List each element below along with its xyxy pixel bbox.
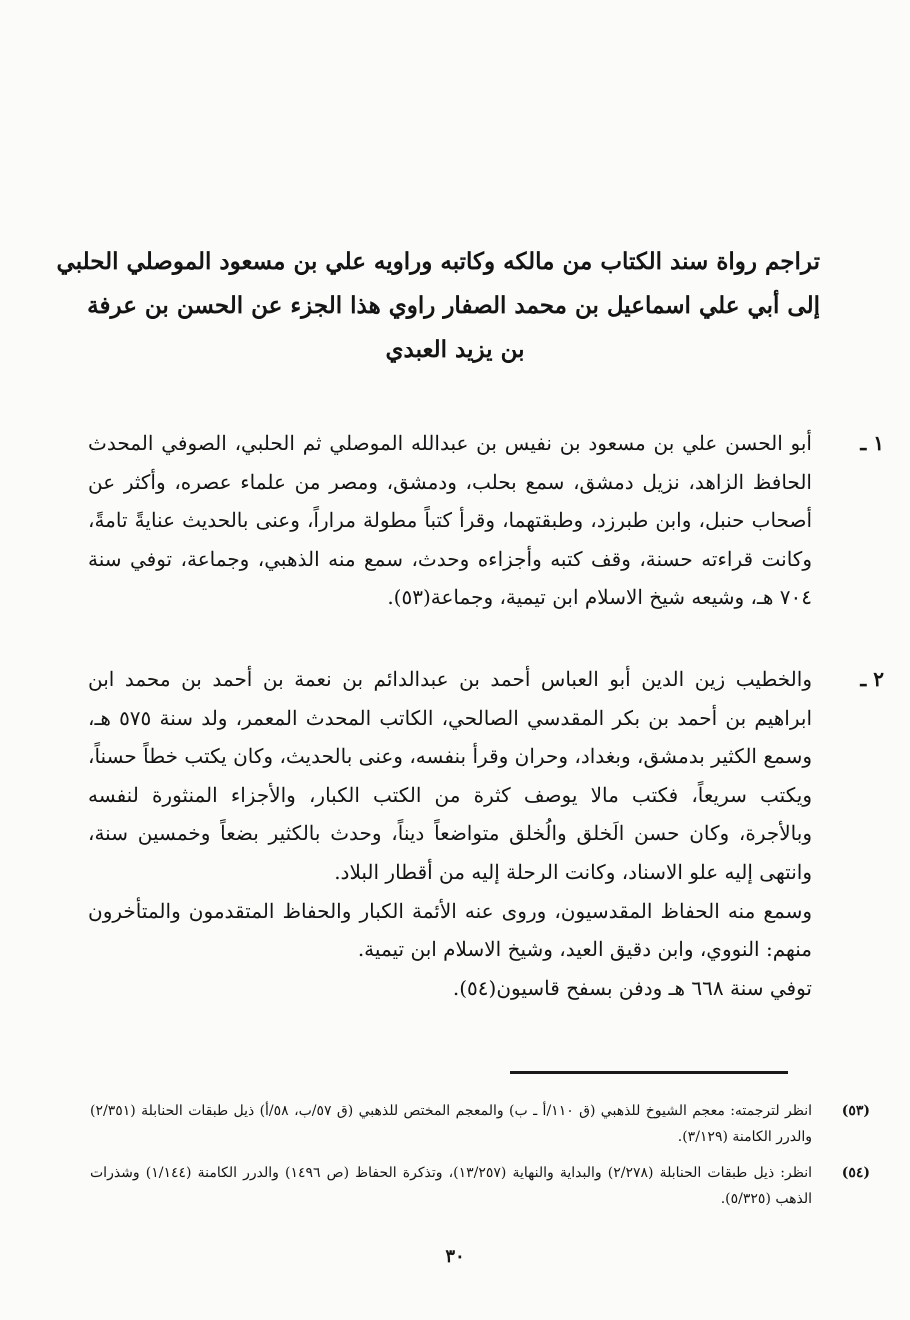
heading-line-2: إلى أبي علي اسماعيل بن محمد الصفار راوي هذا الجزء عن الحسن بن عرفة bbox=[87, 292, 820, 319]
footnotes bbox=[90, 1098, 870, 1222]
page-heading bbox=[56, 240, 820, 372]
heading-line-3: بن يزيد العبدي bbox=[385, 336, 525, 363]
footnote-54 bbox=[90, 1160, 870, 1212]
entry-paragraph: توفي سنة ٦٦٨ هـ ودفن بسفح قاسيون(٥٤). bbox=[452, 975, 812, 1000]
footnote-number: (٥٤) bbox=[841, 1165, 870, 1181]
entry-paragraph: والخطيب زين الدين أبو العباس أحمد بن عبدالدائم بن نعمة بن أحمد بن محمد ابن ابراهيم بن أحمد بن بكر المقدسي الصالحي، الكاتب المحدث المعمر، ولد سنة ٥٧٥ هـ، وسمع الكثير بدمشق، وبغداد، وحران وقرأ بنفسه، وعنى بالحديث، وكان يكتب خطاً حسناً، ويكتب سريعاً، فكتب مالا يوصف كثرة من الكتب الكبار، والأجزاء المنثورة لنفسه وبالأجرة، وكان حسن الَخلق والُخلق متواضعاً ديناً، وحدث بالكثير بضعاً وخمسين سنة، وانتهى إليه علو الاسناد، وكانت الرحلة إليه من أقطار البلاد. bbox=[88, 667, 813, 884]
footnote-53 bbox=[90, 1098, 870, 1150]
biography-entry-1 bbox=[88, 424, 884, 617]
page-number: ٣٠ bbox=[445, 1246, 465, 1267]
entry-number: ٢ ـ bbox=[860, 667, 884, 691]
entry-paragraph: وسمع منه الحفاظ المقدسيون، وروى عنه الأئمة الكبار والحفاظ المتقدمون والمتأخرون منهم: النووي، وابن دقيق العيد، وشيخ الاسلام ابن تيمية. bbox=[88, 898, 812, 962]
footnote-text: انظر: ذيل طبقات الحنابلة (٢/٢٧٨) والبداية والنهاية (١٣/٢٥٧)، وتذكرة الحفاظ (ص ١٤٩٦) والدرر الكامنة (١/١٤٤) وشذرات الذهب (٥/٣٢٥). bbox=[90, 1165, 812, 1207]
footnote-number: (٥٣) bbox=[841, 1103, 870, 1119]
heading-line-1: تراجم رواة سند الكتاب من مالكه وكاتبه وراويه علي بن مسعود الموصلي الحلبي bbox=[56, 248, 820, 275]
footnote-divider bbox=[510, 1071, 788, 1074]
entry-paragraph: أبو الحسن علي بن مسعود بن نفيس بن عبدالله الموصلي ثم الحلبي، الصوفي المحدث الحافظ الزاهد، نزيل دمشق، سمع بحلب، ودمشق، ومصر من علماء عصره، وأكثر عن أصحاب حنبل، وابن طبرزد، وطبقتهما، وقرأ كتباً مطولة مراراً، وعنى بالحديث عنايةً تامةً، وكانت قراءته حسنة، وقف كتبه وأجزاءه وحدث، سمع منه الذهبي، وجماعة، توفي سنة ٧٠٤ هـ، وشيعه شيخ الاسلام ابن تيمية، وجماعة(٥٣). bbox=[88, 431, 812, 610]
entry-number: ١ ـ bbox=[860, 431, 884, 455]
biography-entry-2 bbox=[88, 660, 884, 1007]
footnote-text: انظر لترجمته: معجم الشيوخ للذهبي (ق ١١٠/أ ـ ب) والمعجم المختص للذهبي (ق ٥٧/ب، ٥٨/أ) ذيل طبقات الحنابلة (٢/٣٥١) والدرر الكامنة (٣/١٢٩). bbox=[90, 1103, 812, 1145]
